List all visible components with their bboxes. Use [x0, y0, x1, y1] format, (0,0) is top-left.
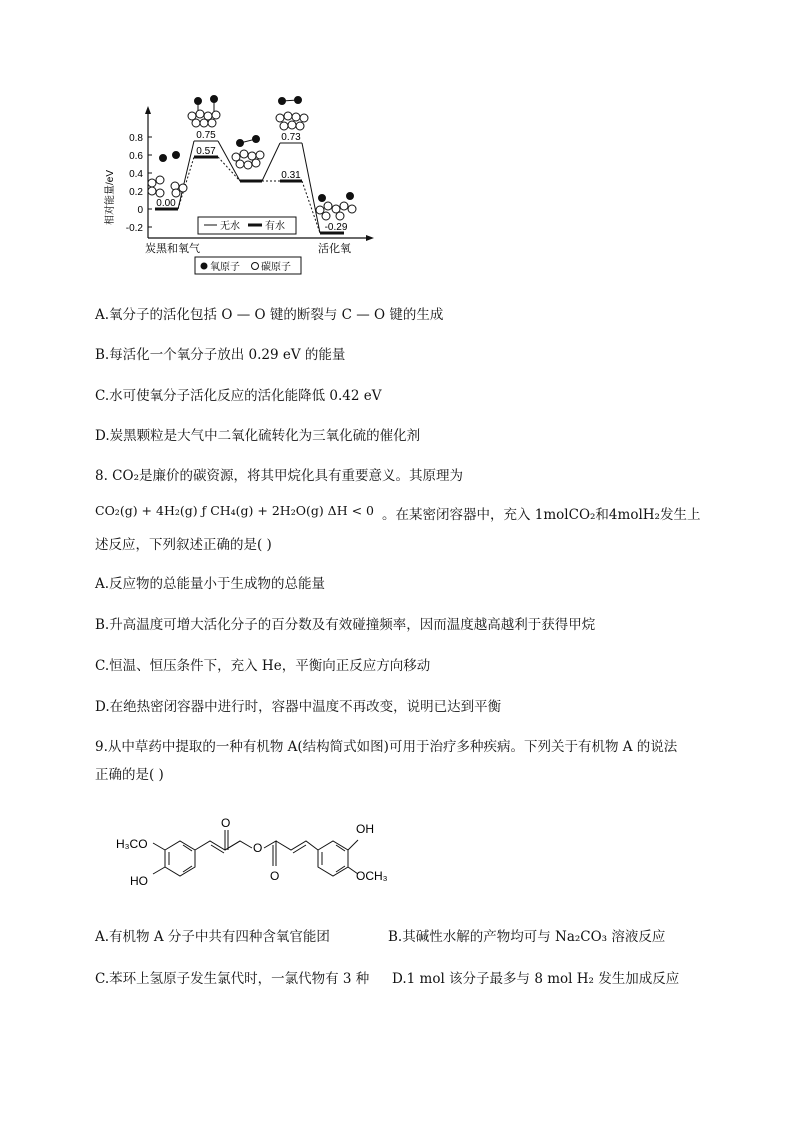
cluster-ts1 [188, 96, 220, 128]
y-tick: 0 [137, 205, 143, 216]
level-label: 0.57 [196, 146, 216, 157]
q7-option-a: A.氧分子的活化包括 O — O 键的断裂与 C — O 键的生成 [95, 307, 444, 323]
q7-option-d: D.炭黑颗粒是大气中二氧化硫转化为三氧化硫的催化剂 [95, 428, 421, 444]
y-tick: -0.2 [125, 223, 143, 234]
q8-equation: CO₂(g) + 4H₂(g) ƒ CH₄(g) + 2H₂O(g) ΔH < 0 [95, 503, 374, 518]
carbon-atom-icon [252, 263, 259, 270]
q8-after-equation: 。在某密闭容器中，充入 1molCO₂和4molH₂发生上 [382, 507, 701, 523]
x-left-label: 炭黑和氧气 [145, 243, 200, 255]
q9-option-c: C.苯环上氢原子发生氯代时，一氯代物有 3 种 [95, 971, 370, 987]
level-label: 0.75 [196, 130, 216, 141]
struct-h3co: H₃CO [116, 837, 148, 851]
q8-option-d: D.在绝热密闭容器中进行时，容器中温度不再改变，说明已达到平衡 [95, 699, 502, 715]
q9-stem-line2: 正确的是( ) [95, 767, 164, 783]
struct-o-ketone: O [221, 816, 231, 830]
q8-option-c: C.恒温、恒压条件下，充入 He，平衡向正反应方向移动 [95, 658, 431, 674]
level-label: -0.29 [324, 222, 348, 233]
struct-oh: OH [356, 822, 374, 836]
oxygen-atom-icon [201, 263, 208, 270]
atom-legend-carbon: 碳原子 [261, 262, 291, 273]
q9-stem-line1: 9.从中草药中提取的一种有机物 A(结构简式如图)可用于治疗多种疾病。下列关于有机物 A 的说法 [95, 739, 678, 755]
level-label: 0.31 [281, 170, 301, 181]
legend-wet: 有水 [265, 221, 285, 232]
q7-option-b: B.每活化一个氧分子放出 0.29 eV 的能量 [95, 347, 346, 363]
q9-option-d: D.1 mol 该分子最多与 8 mol H₂ 发生加成反应 [392, 971, 680, 987]
q8-intro: 8. CO₂是廉价的碳资源，将其甲烷化具有重要意义。其原理为 [95, 468, 463, 484]
q8-option-b: B.升高温度可增大活化分子的百分数及有效碰撞频率，因而温度越高越利于获得甲烷 [95, 617, 596, 633]
cluster-ts2 [276, 97, 308, 131]
y-tick: 0.2 [129, 187, 143, 198]
struct-o-ester: O [253, 841, 263, 855]
atom-legend-oxygen: 氧原子 [210, 262, 240, 273]
y-tick: 0.8 [129, 133, 143, 144]
q8-cont: 述反应，下列叙述正确的是( ) [95, 537, 272, 553]
energy-diagram [0, 0, 794, 290]
struct-o-carbonyl: O [270, 869, 280, 883]
level-label: 0.73 [281, 132, 301, 143]
legend-dry: 无水 [220, 221, 240, 232]
x-right-label: 活化氧 [318, 243, 351, 255]
q8-option-a: A.反应物的总能量小于生成物的总能量 [95, 576, 326, 592]
structure-formula [0, 800, 794, 910]
y-axis-label: 相对能量/eV [105, 169, 116, 225]
cluster-end [316, 193, 356, 221]
struct-ho: HO [130, 874, 148, 888]
y-tick: 0.6 [129, 151, 143, 162]
q9-option-b: B.其碱性水解的产物均可与 Na₂CO₃ 溶液反应 [388, 929, 666, 945]
y-tick: 0.4 [129, 169, 143, 180]
q7-option-c: C.水可使氧分子活化反应的活化能降低 0.42 eV [95, 388, 382, 404]
struct-och3: OCH₃ [356, 869, 388, 883]
cluster-start [148, 152, 187, 198]
q9-option-a: A.有机物 A 分子中共有四种含氧官能团 [95, 929, 330, 945]
level-label: 0.00 [156, 198, 176, 209]
cluster-int [232, 136, 264, 170]
